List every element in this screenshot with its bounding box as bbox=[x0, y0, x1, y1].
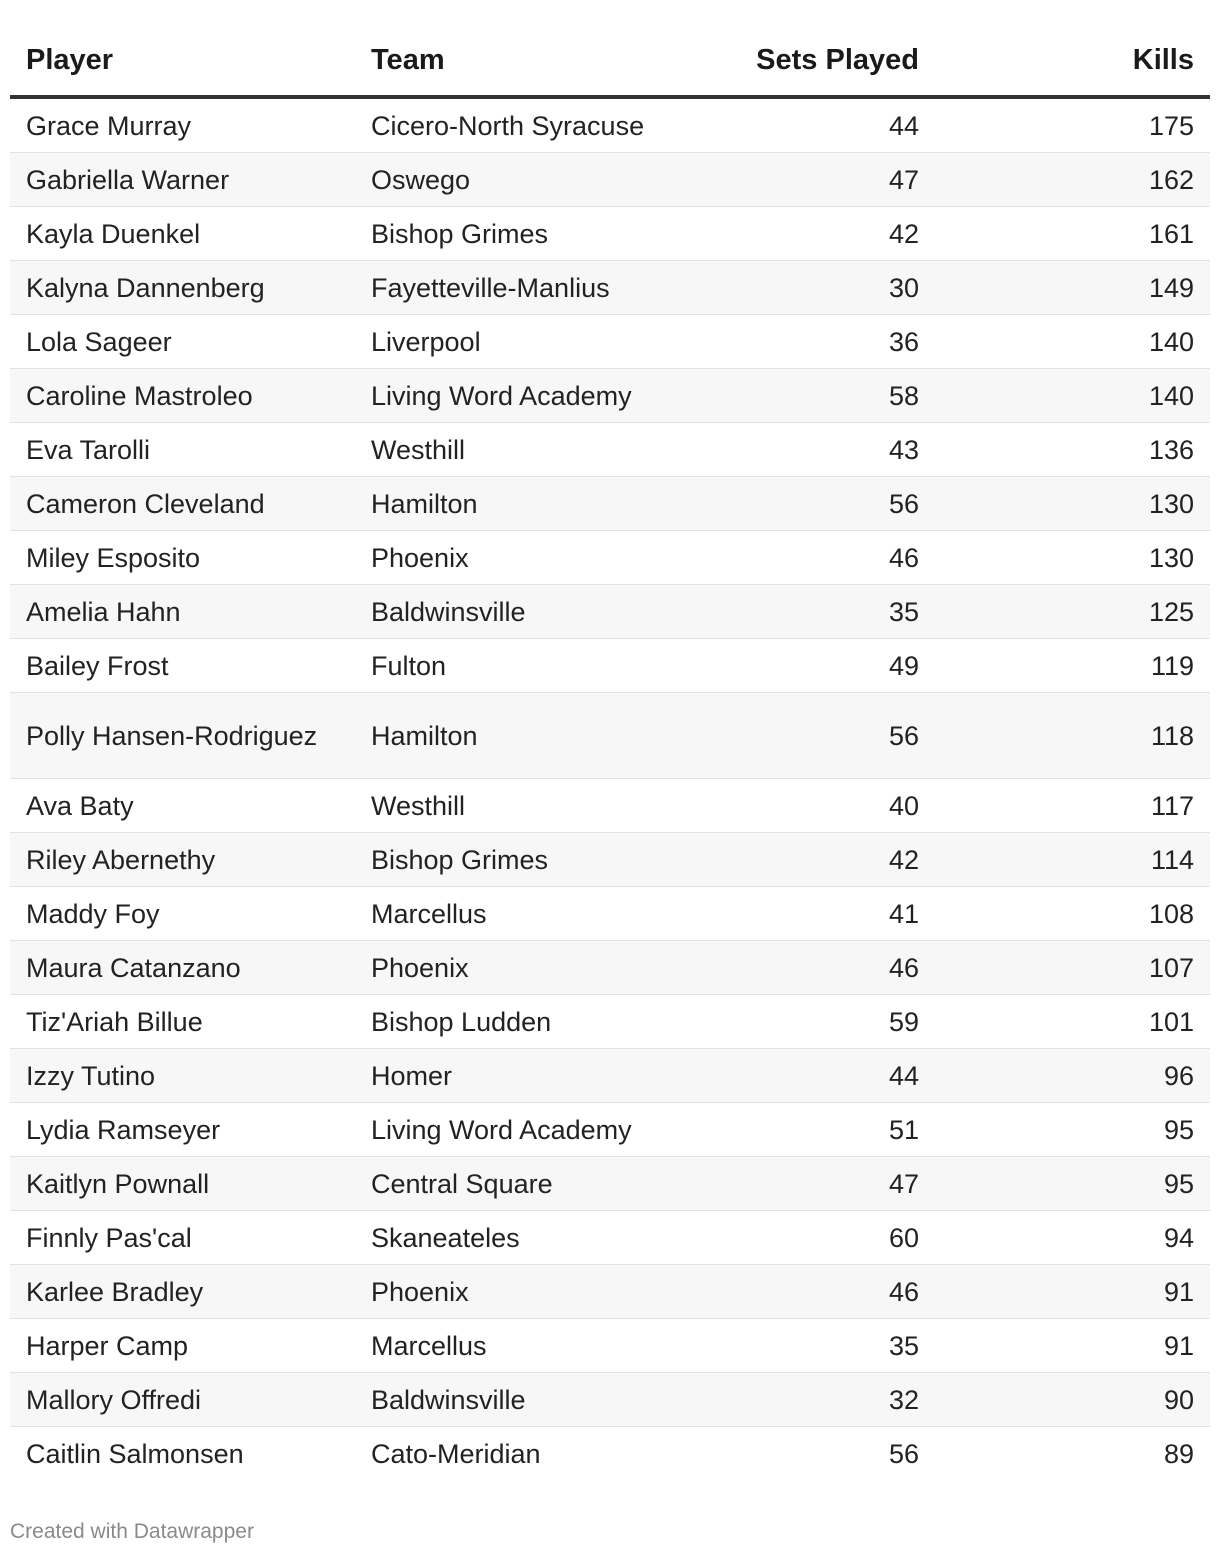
player-cell: Mallory Offredi bbox=[10, 1373, 355, 1427]
player-cell: Karlee Bradley bbox=[10, 1265, 355, 1319]
sets-played-cell: 43 bbox=[685, 423, 935, 477]
sets-played-cell: 56 bbox=[685, 477, 935, 531]
team-cell: Skaneateles bbox=[355, 1211, 685, 1265]
team-cell: Baldwinsville bbox=[355, 585, 685, 639]
table-row bbox=[10, 369, 1210, 423]
column-header-sets-played[interactable]: Sets Played bbox=[685, 30, 935, 97]
table-row bbox=[10, 1103, 1210, 1157]
player-cell: Lola Sageer bbox=[10, 315, 355, 369]
player-cell: Bailey Frost bbox=[10, 639, 355, 693]
team-cell: Liverpool bbox=[355, 315, 685, 369]
kills-cell: 136 bbox=[935, 423, 1210, 477]
kills-cell: 91 bbox=[935, 1265, 1210, 1319]
team-cell: Fayetteville-Manlius bbox=[355, 261, 685, 315]
sets-played-cell: 41 bbox=[685, 887, 935, 941]
column-header-player[interactable]: Player bbox=[10, 30, 355, 97]
table-row bbox=[10, 315, 1210, 369]
sets-played-cell: 58 bbox=[685, 369, 935, 423]
sets-played-cell: 56 bbox=[685, 693, 935, 779]
player-cell: Harper Camp bbox=[10, 1319, 355, 1373]
table-row bbox=[10, 1373, 1210, 1427]
table-row bbox=[10, 995, 1210, 1049]
kills-cell: 175 bbox=[935, 97, 1210, 153]
table-row bbox=[10, 153, 1210, 207]
table-row bbox=[10, 693, 1210, 779]
datawrapper-credit[interactable]: Created with Datawrapper bbox=[10, 1520, 254, 1543]
sets-played-cell: 32 bbox=[685, 1373, 935, 1427]
kills-cell: 119 bbox=[935, 639, 1210, 693]
player-cell: Caroline Mastroleo bbox=[10, 369, 355, 423]
player-cell: Finnly Pas'cal bbox=[10, 1211, 355, 1265]
player-cell: Gabriella Warner bbox=[10, 153, 355, 207]
kills-cell: 162 bbox=[935, 153, 1210, 207]
team-cell: Marcellus bbox=[355, 887, 685, 941]
player-cell: Riley Abernethy bbox=[10, 833, 355, 887]
player-cell: Miley Esposito bbox=[10, 531, 355, 585]
sets-played-cell: 40 bbox=[685, 779, 935, 833]
team-cell: Living Word Academy bbox=[355, 1103, 685, 1157]
team-cell: Hamilton bbox=[355, 477, 685, 531]
sets-played-cell: 36 bbox=[685, 315, 935, 369]
team-cell: Baldwinsville bbox=[355, 1373, 685, 1427]
table-row bbox=[10, 1211, 1210, 1265]
kills-cell: 107 bbox=[935, 941, 1210, 995]
team-cell: Westhill bbox=[355, 423, 685, 477]
kills-cell: 91 bbox=[935, 1319, 1210, 1373]
column-header-kills[interactable]: Kills bbox=[935, 30, 1210, 97]
column-header-team[interactable]: Team bbox=[355, 30, 685, 97]
team-cell: Hamilton bbox=[355, 693, 685, 779]
player-cell: Amelia Hahn bbox=[10, 585, 355, 639]
player-cell: Grace Murray bbox=[10, 97, 355, 153]
kills-cell: 130 bbox=[935, 531, 1210, 585]
table-row bbox=[10, 477, 1210, 531]
team-cell: Phoenix bbox=[355, 1265, 685, 1319]
team-cell: Cicero-North Syracuse bbox=[355, 97, 685, 153]
player-cell: Tiz'Ariah Billue bbox=[10, 995, 355, 1049]
table-row bbox=[10, 833, 1210, 887]
player-cell: Ava Baty bbox=[10, 779, 355, 833]
table-row bbox=[10, 639, 1210, 693]
sets-played-cell: 42 bbox=[685, 833, 935, 887]
kills-cell: 95 bbox=[935, 1157, 1210, 1211]
sets-played-cell: 47 bbox=[685, 1157, 935, 1211]
sets-played-cell: 46 bbox=[685, 1265, 935, 1319]
player-cell: Cameron Cleveland bbox=[10, 477, 355, 531]
player-cell: Eva Tarolli bbox=[10, 423, 355, 477]
player-cell: Caitlin Salmonsen bbox=[26, 1438, 244, 1469]
kills-cell: 101 bbox=[935, 995, 1210, 1049]
sets-played-cell: 60 bbox=[685, 1211, 935, 1265]
sets-played-cell: 46 bbox=[685, 531, 935, 585]
kills-cell: 140 bbox=[935, 315, 1210, 369]
table-row bbox=[10, 1157, 1210, 1211]
player-cell: Kalyna Dannenberg bbox=[10, 261, 355, 315]
table-row bbox=[10, 1049, 1210, 1103]
player-cell: Maura Catanzano bbox=[10, 941, 355, 995]
team-cell: Phoenix bbox=[355, 531, 685, 585]
kills-table bbox=[10, 30, 1210, 1480]
sets-played-cell: 42 bbox=[685, 207, 935, 261]
table-row bbox=[10, 97, 1210, 153]
player-cell: Lydia Ramseyer bbox=[10, 1103, 355, 1157]
player-cell: Izzy Tutino bbox=[10, 1049, 355, 1103]
team-cell: Homer bbox=[355, 1049, 685, 1103]
sets-played-cell: 35 bbox=[685, 585, 935, 639]
sets-played-cell: 47 bbox=[685, 153, 935, 207]
sets-played-cell: 44 bbox=[685, 1049, 935, 1103]
kills-cell: 149 bbox=[935, 261, 1210, 315]
kills-cell: 117 bbox=[935, 779, 1210, 833]
table-row bbox=[10, 261, 1210, 315]
kills-cell: 114 bbox=[935, 833, 1210, 887]
table-header bbox=[10, 30, 1210, 97]
player-cell: Kayla Duenkel bbox=[10, 207, 355, 261]
table-row bbox=[10, 423, 1210, 477]
sets-played-cell: 35 bbox=[685, 1319, 935, 1373]
kills-cell: 96 bbox=[935, 1049, 1210, 1103]
team-cell: Bishop Grimes bbox=[355, 833, 685, 887]
table-row bbox=[10, 207, 1210, 261]
kills-cell: 130 bbox=[935, 477, 1210, 531]
team-cell: Westhill bbox=[355, 779, 685, 833]
table-row bbox=[10, 531, 1210, 585]
kills-cell: 140 bbox=[935, 369, 1210, 423]
table-row bbox=[10, 1319, 1210, 1373]
table-body bbox=[10, 97, 1210, 1480]
team-cell: Central Square bbox=[355, 1157, 685, 1211]
team-cell: Phoenix bbox=[355, 941, 685, 995]
sets-played-cell: 44 bbox=[685, 97, 935, 153]
sets-played-cell: 51 bbox=[685, 1103, 935, 1157]
kills-cell: 108 bbox=[935, 887, 1210, 941]
sets-played-cell: 56 bbox=[888, 1438, 919, 1469]
table-row bbox=[10, 585, 1210, 639]
team-cell: Marcellus bbox=[355, 1319, 685, 1373]
kills-cell: 161 bbox=[935, 207, 1210, 261]
kills-cell: 118 bbox=[935, 693, 1210, 779]
kills-cell: 95 bbox=[935, 1103, 1210, 1157]
kills-cell: 90 bbox=[935, 1373, 1210, 1427]
sets-played-cell: 46 bbox=[685, 941, 935, 995]
table-row bbox=[10, 779, 1210, 833]
table-row bbox=[10, 1427, 1210, 1481]
team-cell: Fulton bbox=[355, 639, 685, 693]
table-row bbox=[10, 1265, 1210, 1319]
sets-played-cell: 49 bbox=[685, 639, 935, 693]
team-cell: Cato-Meridian bbox=[371, 1438, 541, 1469]
kills-cell: 89 bbox=[1163, 1438, 1194, 1469]
sets-played-cell: 59 bbox=[685, 995, 935, 1049]
team-cell: Living Word Academy bbox=[355, 369, 685, 423]
kills-cell: 94 bbox=[935, 1211, 1210, 1265]
player-cell: Maddy Foy bbox=[10, 887, 355, 941]
player-cell: Kaitlyn Pownall bbox=[10, 1157, 355, 1211]
team-cell: Bishop Ludden bbox=[355, 995, 685, 1049]
table-container bbox=[10, 0, 1210, 1543]
table-row bbox=[10, 887, 1210, 941]
header-row bbox=[10, 30, 1210, 97]
table-row bbox=[10, 941, 1210, 995]
team-cell: Bishop Grimes bbox=[355, 207, 685, 261]
sets-played-cell: 30 bbox=[685, 261, 935, 315]
player-cell: Polly Hansen-Rodriguez bbox=[10, 693, 355, 779]
kills-cell: 125 bbox=[935, 585, 1210, 639]
team-cell: Oswego bbox=[355, 153, 685, 207]
